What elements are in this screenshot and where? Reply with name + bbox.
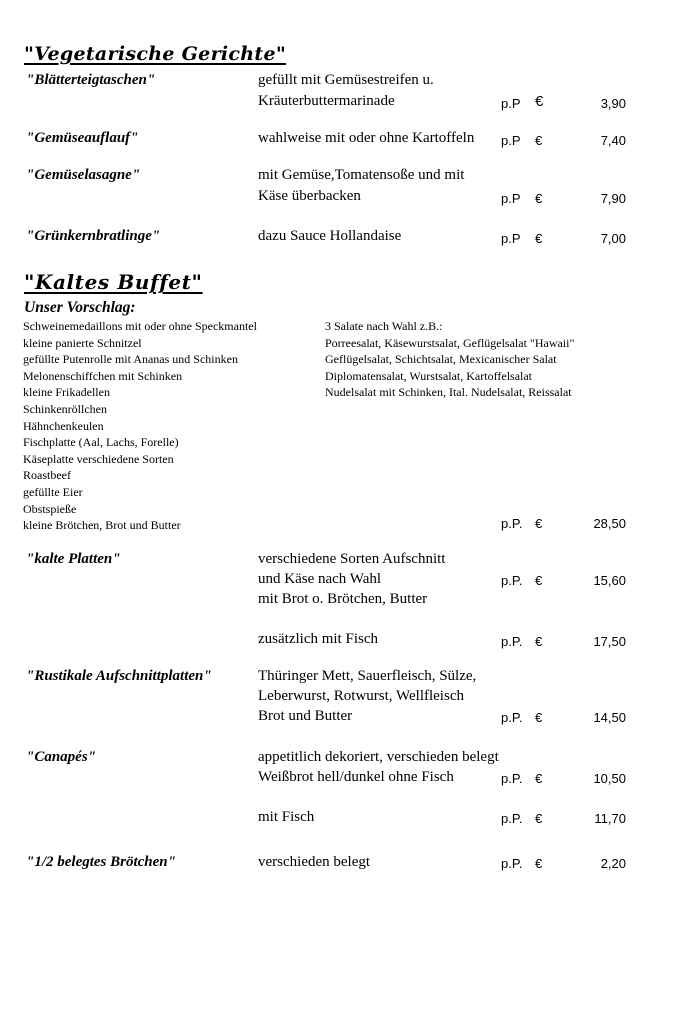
buffet-subheading: Unser Vorschlag: (24, 299, 136, 316)
price-unit: p.P. (501, 710, 523, 725)
menu-item-price: 7,00 (600, 231, 626, 246)
list-item: 3 Salate nach Wahl z.B.: (325, 319, 443, 333)
menu-item-description: mit Fisch (258, 809, 315, 825)
price-unit: p.P (501, 96, 521, 111)
menu-item-price: 17,50 (593, 634, 626, 649)
menu-item-price: 2,20 (600, 856, 626, 871)
menu-item-description: Thüringer Mett, Sauerfleisch, Sülze, (258, 668, 477, 684)
currency-symbol: € (535, 811, 543, 826)
menu-item-description: verschiedene Sorten Aufschnitt (258, 551, 446, 567)
menu-item-name: "Gemüselasagne" (26, 167, 141, 183)
menu-item-name: "1/2 belegtes Brötchen" (26, 854, 176, 870)
currency-symbol: € (535, 93, 544, 110)
list-item: Geflügelsalat, Schichtsalat, Mexicanischer Salat (325, 352, 557, 367)
list-item: Schweinemedaillons mit oder ohne Speckmantel (23, 319, 257, 333)
currency-symbol: € (535, 231, 543, 246)
menu-item-price: 14,50 (593, 710, 626, 725)
list-item: Porreesalat, Käsewurstsalat, Geflügelsalat "Hawaii" (325, 335, 575, 350)
buffet-right-list (325, 318, 574, 401)
menu-item-price: 11,70 (594, 811, 626, 826)
list-item: kleine panierte Schnitzel (23, 335, 142, 350)
menu-item-price: 3,90 (600, 96, 626, 111)
currency-symbol: € (535, 516, 543, 531)
menu-item-description: Brot und Butter (258, 708, 353, 724)
list-item: Melonenschiffchen mit Schinken (23, 368, 183, 383)
currency-symbol: € (535, 771, 543, 786)
menu-item-description: Kräuterbuttermarinade (258, 93, 395, 109)
list-item: kleine Brötchen, Brot und Butter (23, 518, 181, 533)
menu-item-description: und Käse nach Wahl (258, 571, 382, 587)
price-unit: p.P. (501, 573, 523, 588)
list-item: gefüllte Eier (23, 484, 83, 499)
menu-item-description: verschieden belegt (258, 854, 371, 870)
menu-item-name: "Canapés" (26, 749, 96, 765)
list-item: Schinkenröllchen (23, 401, 107, 416)
price-unit: p.P. (501, 811, 523, 826)
list-item: kleine Frikadellen (23, 385, 110, 400)
price-unit: p.P. (501, 771, 523, 786)
buffet-left-list (23, 318, 257, 534)
currency-symbol: € (535, 710, 543, 725)
menu-item-name: "Rustikale Aufschnittplatten" (26, 668, 212, 684)
list-item: Diplomatensalat, Wurstsalat, Kartoffelsalat (325, 368, 533, 383)
price-unit: p.P. (501, 856, 523, 871)
section-heading-vegetarian: "Vegetarische Gerichte" (24, 43, 287, 65)
menu-item-name: "Grünkernbratlinge" (26, 228, 161, 244)
menu-item-name: "Blätterteigtaschen" (26, 72, 156, 88)
menu-item-description: Weißbrot hell/dunkel ohne Fisch (258, 769, 454, 785)
price-unit: p.P. (501, 516, 523, 531)
currency-symbol: € (535, 856, 543, 871)
menu-item-price: 7,90 (600, 191, 626, 206)
menu-item-price: 7,40 (600, 133, 626, 148)
currency-symbol: € (535, 634, 543, 649)
menu-item-name: "kalte Platten" (26, 551, 121, 567)
currency-symbol: € (535, 573, 543, 588)
price-unit: p.P (501, 191, 521, 206)
menu-item-description: Leberwurst, Rotwurst, Wellfleisch (258, 688, 464, 704)
price-unit: p.P (501, 231, 521, 246)
menu-item-description: Käse überbacken (258, 188, 361, 204)
price-unit: p.P (501, 133, 521, 148)
menu-item-price: 15,60 (593, 573, 626, 588)
section-heading-buffet: "Kaltes Buffet" (24, 270, 203, 294)
list-item: Roastbeef (23, 468, 71, 483)
menu-item-description: mit Gemüse,Tomatensoße und mit (258, 167, 465, 183)
buffet-price: 28,50 (593, 516, 626, 531)
menu-item-description: mit Brot o. Brötchen, Butter (258, 591, 428, 607)
menu-item-price: 10,50 (593, 771, 626, 786)
list-item: Nudelsalat mit Schinken, Ital. Nudelsalat, Reissalat (325, 385, 572, 400)
menu-item-description: wahlweise mit oder ohne Kartoffeln (258, 130, 475, 146)
list-item: Fischplatte (Aal, Lachs, Forelle) (23, 435, 179, 450)
list-item: Käseplatte verschiedene Sorten (23, 451, 174, 466)
menu-item-name: "Gemüseauflauf" (26, 130, 139, 146)
currency-symbol: € (535, 133, 543, 148)
menu-item-description: dazu Sauce Hollandaise (258, 228, 402, 244)
list-item: gefüllte Putenrolle mit Ananas und Schinken (23, 352, 238, 367)
currency-symbol: € (535, 191, 543, 206)
menu-item-description: gefüllt mit Gemüsestreifen u. (258, 72, 434, 88)
menu-item-description: zusätzlich mit Fisch (258, 631, 378, 647)
price-unit: p.P. (501, 634, 523, 649)
list-item: Hähnchenkeulen (23, 418, 104, 433)
list-item: Obstspieße (23, 501, 77, 516)
menu-item-description: appetitlich dekoriert, verschieden belegt (258, 749, 499, 765)
